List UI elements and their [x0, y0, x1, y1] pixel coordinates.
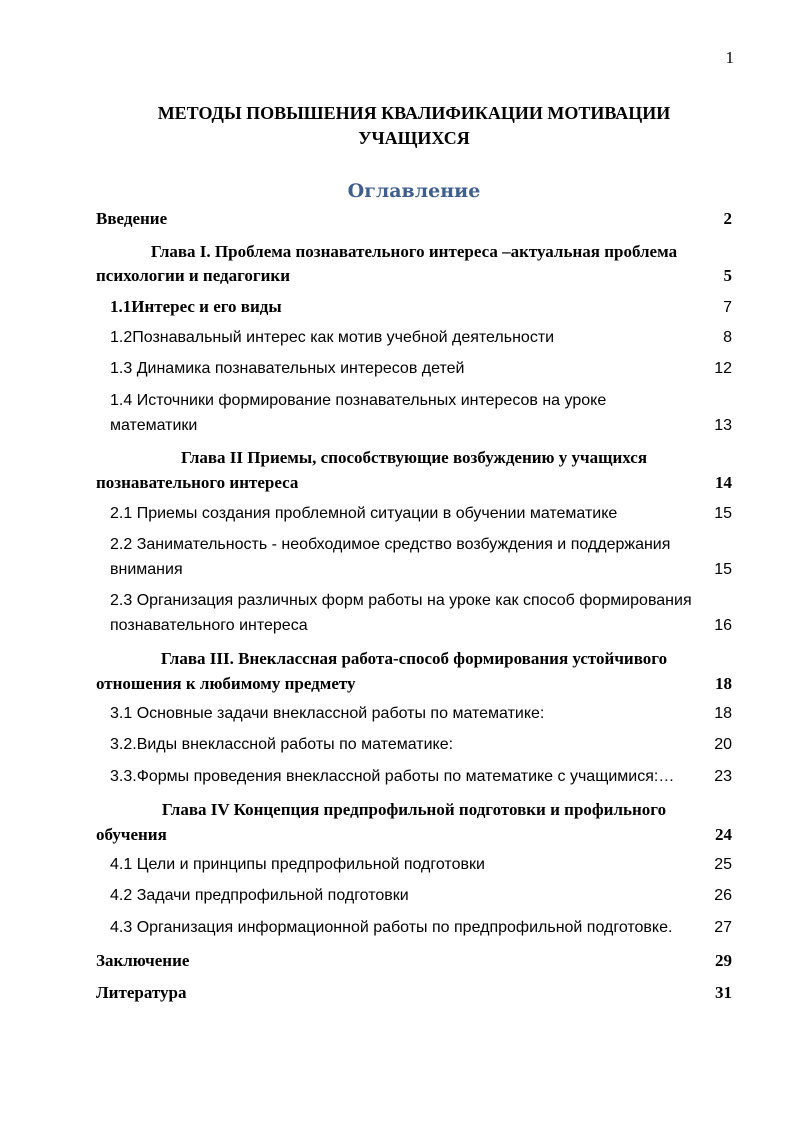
toc-entry-text-line-2: познавательного интереса — [96, 473, 299, 492]
toc-heading: Оглавление — [347, 180, 481, 202]
toc-entry-text-line-2: обучения — [96, 825, 167, 844]
toc-entry-text: 3.3.Формы проведения внеклассной работы по математике с учащимися:… — [110, 768, 675, 785]
toc-entry-page: 31 — [715, 983, 732, 1002]
toc-entry-intro[interactable] — [96, 209, 732, 231]
toc-entry-page: 15 — [714, 561, 732, 578]
toc-entry-section-1-3[interactable] — [110, 360, 732, 382]
toc-entry-page: 18 — [715, 674, 732, 693]
toc-entry-section-3-3[interactable] — [110, 768, 732, 790]
document-title — [96, 101, 732, 151]
toc-entry-text-line-1: Глава III. Внеклассная работа-способ формирования устойчивого — [160, 649, 668, 668]
toc-entry-text-line-1: Глава IV Концепция предпрофильной подготовки и профильного — [161, 800, 667, 819]
toc-entry-page: 26 — [714, 887, 732, 904]
toc-entry-text-line-1: Глава I. Проблема познавательного интереса –актуальная проблема — [150, 242, 678, 261]
toc-entry-text: 1.3 Динамика познавательных интересов детей — [110, 360, 465, 377]
toc-entry-page: 20 — [714, 736, 732, 753]
toc-entry-text-line-1: Глава II Приемы, способствующие возбуждению у учащихся — [180, 448, 648, 467]
toc-entry-page: 23 — [714, 768, 732, 785]
toc-entry-page: 15 — [714, 505, 732, 522]
toc-entry-page: 25 — [714, 856, 732, 873]
toc-entry-page: 8 — [723, 329, 732, 346]
toc-entry-page: 24 — [715, 825, 732, 844]
toc-entry-conclusion[interactable] — [96, 951, 732, 973]
toc-entry-text: 4.1 Цели и принципы предпрофильной подготовки — [110, 856, 485, 873]
toc-entry-section-4-1[interactable] — [110, 856, 732, 878]
toc-entry-text-line-1: 2.3 Организация различных форм работы на уроке как способ формирования — [110, 592, 692, 609]
toc-entry-section-4-2[interactable] — [110, 887, 732, 909]
toc-entry-text-line-2: психологии и педагогики — [96, 266, 291, 285]
toc-entry-page: 27 — [714, 919, 732, 936]
toc-entry-page: 18 — [714, 705, 732, 722]
toc-entry-text: 1.2Познавальный интерес как мотив учебной деятельности — [110, 329, 555, 346]
toc-entry-section-4-3[interactable] — [110, 919, 732, 941]
toc-entry-text-line-1: 1.4 Источники формирование познавательных интересов на уроке — [110, 392, 607, 409]
toc-entry-text: 2.1 Приемы создания проблемной ситуации в обучении математике — [110, 505, 618, 522]
toc-entry-text: 1.1Интерес и его виды — [110, 297, 282, 316]
toc-entry-text-line-2: математики — [110, 417, 198, 434]
toc-entry-text-line-2: внимания — [110, 561, 183, 578]
toc-entry-text-line-2: отношения к любимому предмету — [96, 674, 356, 693]
toc-entry-text: 3.2.Виды внеклассной работы по математике: — [110, 736, 454, 753]
toc-entry-section-1-2[interactable] — [110, 329, 732, 351]
toc-entry-page: 16 — [714, 617, 732, 634]
toc-entry-text: 3.1 Основные задачи внеклассной работы по математике: — [110, 705, 545, 722]
toc-entry-text: 4.2 Задачи предпрофильной подготовки — [110, 887, 409, 904]
toc-entry-page: 14 — [715, 473, 732, 492]
toc-entry-section-3-2[interactable] — [110, 736, 732, 758]
toc-entry-section-2-1[interactable] — [110, 505, 732, 527]
toc-entry-literature[interactable] — [96, 983, 732, 1005]
document-title-line-2: УЧАЩИХСЯ — [358, 128, 470, 148]
toc-entry-text: 4.3 Организация информационной работы по предпрофильной подготовке. — [110, 919, 673, 936]
toc-entry-page: 2 — [723, 209, 732, 228]
toc-entry-section-3-1[interactable] — [110, 705, 732, 727]
document-title-line-1: МЕТОДЫ ПОВЫШЕНИЯ КВАЛИФИКАЦИИ МОТИВАЦИИ — [157, 103, 671, 123]
toc-entry-section-1-1[interactable] — [110, 297, 732, 319]
toc-entry-page: 5 — [723, 266, 732, 285]
toc-entry-page: 13 — [714, 417, 732, 434]
toc-entry-text: Введение — [96, 209, 168, 228]
toc-entry-page: 12 — [714, 360, 732, 377]
toc-entry-page: 29 — [715, 951, 732, 970]
toc-entry-text: Заключение — [96, 951, 190, 970]
toc-entry-page: 7 — [723, 299, 732, 316]
toc-entry-text-line-2: познавательного интереса — [110, 617, 308, 634]
toc-entry-text-line-1: 2.2 Занимательность - необходимое средство возбуждения и поддержания — [110, 536, 671, 553]
toc-entry-text: Литература — [96, 983, 187, 1002]
page-number: 1 — [725, 48, 734, 67]
